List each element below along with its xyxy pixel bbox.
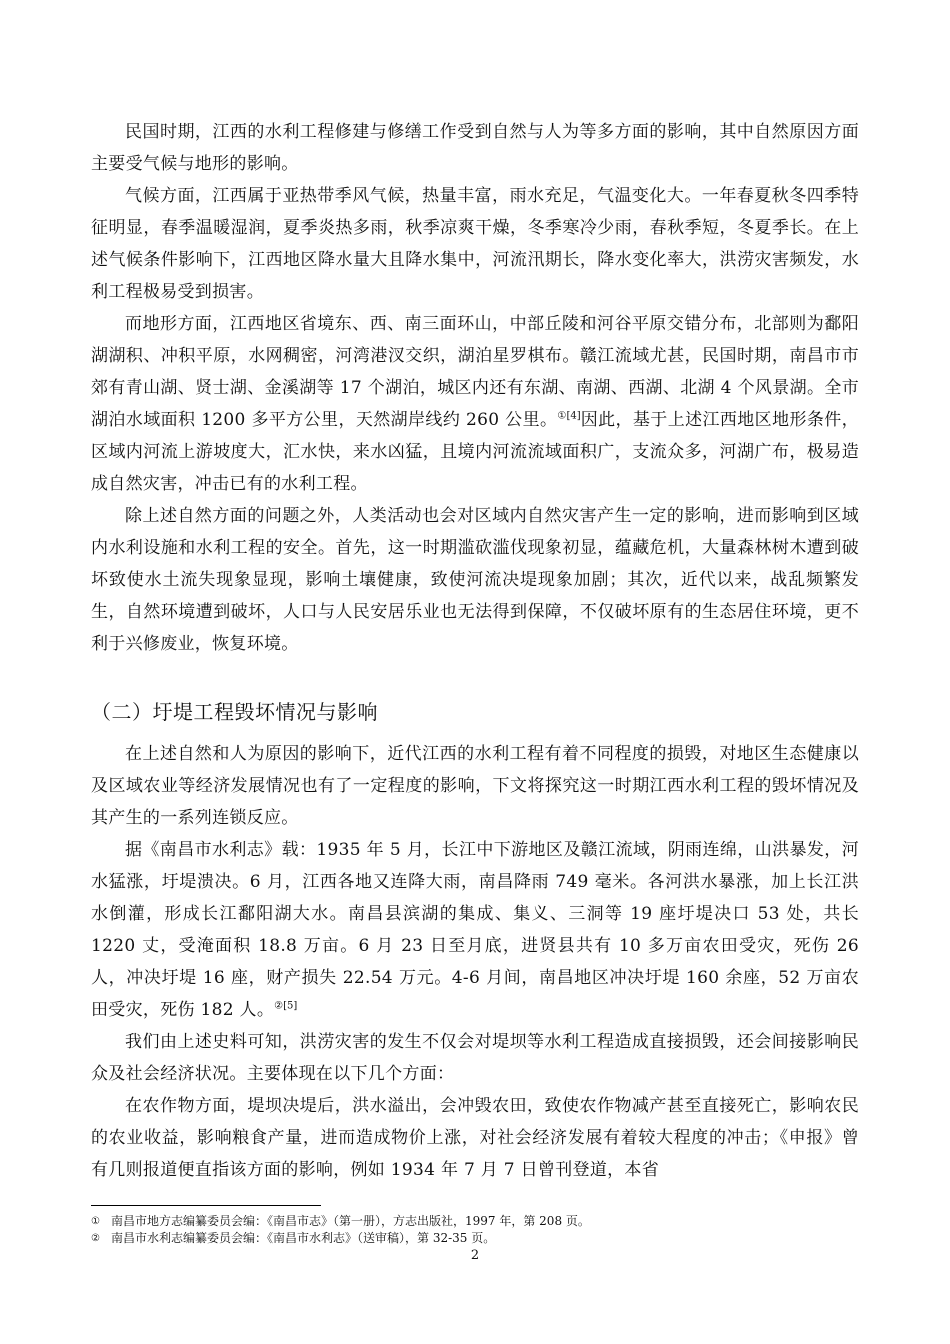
paragraph: 而地形方面，江西地区省境东、西、南三面环山，中部丘陵和河谷平原交错分布，北部则为鄱阳湖湖积、冲积平原，水网稠密，河湾港汊交织，湖泊星罗棋布。赣江流域尤甚，民国时期，南昌市市郊有青山湖、贤士湖、金溪湖等 17 个湖泊，城区内还有东湖、南湖、西湖、北湖 4 个风景湖。全市湖泊水域面积 1200 多平方公里，天然湖岸线约 260 公里。$^{①[4]}$因此，基于上述江西地区地形条件，区域内河流上游坡度大，汇水快，来水凶猛，且境内河流流域面积广，支流众多，河湖广布，极易造成自然灾害，冲击已有的水利工程。 — [91, 314, 859, 494]
page-number: 2 — [470, 1248, 480, 1263]
footnote-text: 南昌市地方志编纂委员会编：《南昌市志》（第一册），方志出版社，1997 年，第 208 页。 — [111, 1214, 590, 1228]
section-heading: （二）圩堤工程毁坏情况与影响 — [91, 700, 378, 724]
footnote-mark: ① — [91, 1216, 100, 1227]
paragraph: 除上述自然方面的问题之外，人类活动也会对区域内自然灾害产生一定的影响，进而影响到区域内水利设施和水利工程的安全。首先，这一时期滥砍滥伐现象初显，蕴藏危机，大量森林树木遭到破坏致使水土流失现象显现，影响土壤健康，致使河流决堤现象加剧；其次，近代以来，战乱频繁发生，自然环境遭到破坏，人口与人民安居乐业也无法得到保障，不仅破坏原有的生态居住环境，更不利于兴修废业，恢复环境。 — [91, 506, 859, 654]
footnote-text: 南昌市水利志编纂委员会编：《南昌市水利志》（送审稿），第 32-35 页。 — [111, 1231, 496, 1245]
footnote-mark: ② — [91, 1233, 100, 1244]
footnote-ref: ②[5] — [274, 1000, 298, 1012]
body-text-top — [91, 116, 859, 660]
paragraph: 据《南昌市水利志》载：1935 年 5 月，长江中下游地区及赣江流域，阴雨连绵，山洪暴发，河水猛涨，圩堤溃决。6 月，江西各地又连降大雨，南昌降雨 749 毫米。各河洪水暴涨，加上长江洪水倒灌，形成长江鄱阳湖大水。南昌县滨湖的集成、集义、三洞等 19 座圩堤决口 53 处，共长 1220 丈，受淹面积 18.8 万亩。6 月 23 日至月底，进贤县共有 10 多万亩农田受灾，死伤 26 人，冲决圩堤 16 座，财产损失 22.54 万元。4-6 月间，南昌地区冲决圩堤 160 余座，52 万亩农田受灾，死伤 182 人。$^{②[5]}$ — [91, 840, 859, 1020]
footnote-divider — [91, 1205, 321, 1206]
body-text-bottom — [91, 738, 859, 1186]
paragraph: 气候方面，江西属于亚热带季风气候，热量丰富，雨水充足，气温变化大。一年春夏秋冬四季特征明显，春季温暖湿润，夏季炎热多雨，秋季凉爽干燥，冬季寒冷少雨，春秋季短，冬夏季长。在上述气候条件影响下，江西地区降水量大且降水集中，河流汛期长，降水变化率大，洪涝灾害频发，水利工程极易受到损害。 — [91, 186, 859, 302]
paragraph: 在农作物方面，堤坝决堤后，洪水溢出，会冲毁农田，致使农作物减产甚至直接死亡，影响农民的农业收益，影响粮食产量，进而造成物价上涨，对社会经济发展有着较大程度的冲击；《申报》曾有几则报道便直指该方面的影响，例如 1934 年 7 月 7 日曾刊登道，本省 — [91, 1096, 859, 1180]
footnote — [91, 1230, 859, 1247]
footnote — [91, 1213, 859, 1230]
footnote-ref: ①[4] — [557, 410, 581, 422]
paragraph: 我们由上述史料可知，洪涝灾害的发生不仅会对堤坝等水利工程造成直接损毁，还会间接影响民众及社会经济状况。主要体现在以下几个方面： — [91, 1032, 859, 1084]
paragraph: 民国时期，江西的水利工程修建与修缮工作受到自然与人为等多方面的影响，其中自然原因方面主要受气候与地形的影响。 — [91, 122, 859, 174]
paragraph: 在上述自然和人为原因的影响下，近代江西的水利工程有着不同程度的损毁，对地区生态健康以及区域农业等经济发展情况也有了一定程度的影响，下文将探究这一时期江西水利工程的毁坏情况及其产生的一系列连锁反应。 — [91, 744, 859, 828]
footnotes — [91, 1213, 859, 1247]
